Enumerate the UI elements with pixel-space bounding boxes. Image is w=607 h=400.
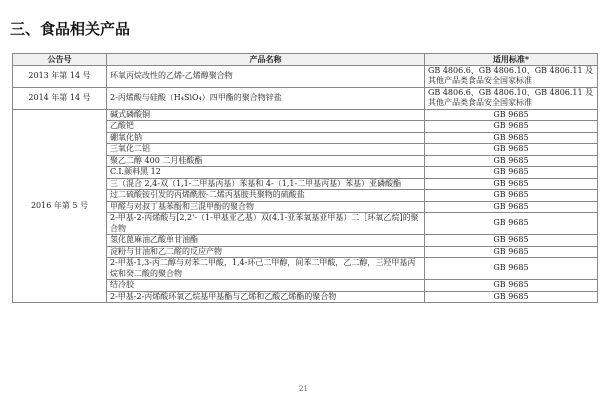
standard-cell: GB 9685: [425, 132, 598, 144]
standard-cell: GB 9685: [425, 246, 598, 258]
standard-cell: GB 4806.6、GB 4806.10、GB 4806.11 及其他产品类食品安全国家标准: [425, 65, 598, 87]
standard-cell: GB 9685: [425, 190, 598, 202]
header-row: [13, 54, 598, 66]
table-row: [13, 109, 598, 121]
standard-cell: GB 9685: [425, 291, 598, 303]
announcement-cell: 2014 年第 14 号: [13, 87, 107, 109]
standard-cell: GB 9685: [425, 178, 598, 190]
standard-cell: GB 9685: [425, 144, 598, 156]
product-name-cell: 2-甲基-2-丙烯酸环氧乙烷基甲基酯与乙烯和乙酸乙烯酯的聚合物: [107, 291, 425, 303]
product-name-cell: 三（混合 2,4-双（1,1-二甲基丙基）苯基和 4-（1,1-二甲基丙基）苯基）亚磷酸酯: [107, 178, 425, 190]
product-name-cell: 聚乙二醇 400 二月桂酸酯: [107, 155, 425, 167]
product-name-cell: 淀粉与甘油和乙二醛的反应产物: [107, 246, 425, 258]
product-name-cell: 2-甲基-1,3-丙二醇与对苯二甲酸，1,4-环己二甲醇，间苯二甲酸，乙二醇，三羟甲基丙烷和癸二酸的聚合物: [107, 258, 425, 280]
table-body: [13, 65, 598, 303]
product-name-cell: 2-甲基-2-丙烯酸与[2,2'-（1-甲基亚乙基）双(4,1-亚苯氧基亚甲基）二［环氧乙烷]的聚合物: [107, 213, 425, 235]
col-header-announcement: 公告号: [13, 54, 107, 66]
product-name-cell: 甲醛与对叔丁基苯酚和三混甲酚的聚合物: [107, 201, 425, 213]
standard-cell: GB 9685: [425, 109, 598, 121]
table-row: [13, 87, 598, 109]
product-name-cell: 乙酸钯: [107, 121, 425, 133]
section-heading: 三、食品相关产品: [10, 20, 131, 38]
standard-cell: GB 9685: [425, 280, 598, 292]
product-name-cell: 环氧丙烷改性的乙烯-乙烯醇聚合物: [107, 65, 425, 87]
product-name-cell: C.I.颜料黑 12: [107, 167, 425, 179]
table-header: [13, 54, 598, 66]
col-header-standard: 适用标准*: [425, 54, 598, 66]
product-name-cell: 过二硫酸铵引发的丙烯酰胺-二烯丙基胺共聚物的硫酸盐: [107, 190, 425, 202]
product-name-cell: 三氧化二铝: [107, 144, 425, 156]
standard-cell: GB 9685: [425, 258, 598, 280]
standards-table: [12, 53, 598, 303]
product-name-cell: 碱式磷酸铜: [107, 109, 425, 121]
product-name-cell: 硼氧化钠: [107, 132, 425, 144]
page-number: 21: [299, 385, 308, 393]
announcement-cell: 2013 年第 14 号: [13, 65, 107, 87]
standard-cell: GB 9685: [425, 213, 598, 235]
standard-cell: GB 9685: [425, 201, 598, 213]
col-header-product-name: 产品名称: [107, 54, 425, 66]
standard-cell: GB 9685: [425, 121, 598, 133]
product-name-cell: 氢化蓖麻油乙酸单甘油酯: [107, 235, 425, 247]
standard-cell: GB 4806.6、GB 4806.10、GB 4806.11 及其他产品类食品安全国家标准: [425, 87, 598, 109]
standard-cell: GB 9685: [425, 167, 598, 179]
table-row: [13, 65, 598, 87]
standard-cell: GB 9685: [425, 155, 598, 167]
product-name-cell: 2-丙烯酸与硅酸（H₄SiO₄）四甲酯的聚合物锌盐: [107, 87, 425, 109]
announcement-cell: 2016 年第 5 号: [13, 109, 107, 303]
standard-cell: GB 9685: [425, 235, 598, 247]
product-name-cell: 结冷胶: [107, 280, 425, 292]
